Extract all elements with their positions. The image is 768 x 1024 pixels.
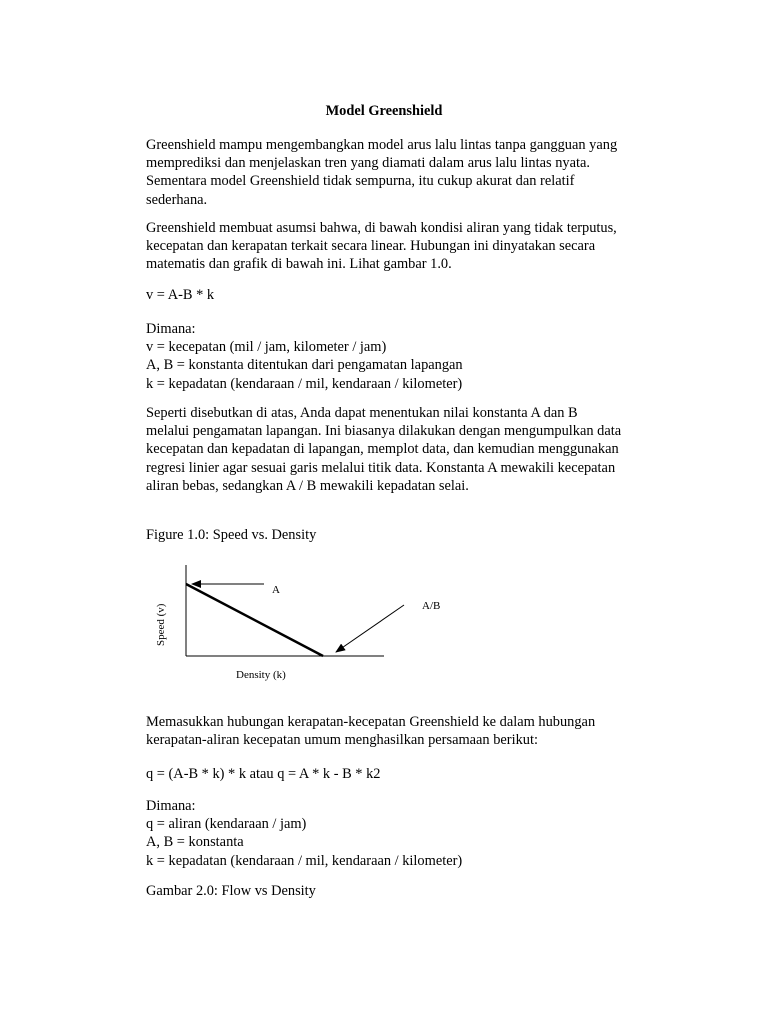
text-line: Dimana: <box>146 798 196 814</box>
text-line: Dimana: <box>146 321 196 337</box>
text-line: Greenshield mampu mengembangkan model arus lalu lintas tanpa gangguan yang <box>146 137 618 153</box>
x-axis-label: Density (k) <box>236 669 286 681</box>
caption-text: Figure 1.0: Speed vs. Density <box>146 527 317 543</box>
annotation-label-a: A <box>272 584 280 596</box>
speed-density-chart <box>146 560 466 690</box>
chart-svg <box>146 560 466 690</box>
y-axis-label: Speed (v) <box>155 603 167 646</box>
page-title: Model Greenshield <box>325 103 443 119</box>
equation-flow <box>146 765 666 783</box>
text-line: melalui pengamatan lapangan. Ini biasanya dilakukan dengan mengumpulkan data <box>146 423 622 440</box>
text-line: A, B = konstanta <box>146 834 244 851</box>
text-line: kecepatan dan kepadatan di lapangan, memplot data, dan kemudian menggunakan <box>146 441 619 458</box>
annotation-arrow-ab <box>336 605 404 652</box>
text-line: matematis dan grafik di bawah ini. Lihat gambar 1.0. <box>146 256 452 273</box>
figure1-caption <box>146 526 666 544</box>
paragraph-intro <box>146 136 666 209</box>
equation-text: q = (A-B * k) * k atau q = A * k - B * k2 <box>146 766 381 782</box>
text-line: Memasukkan hubungan kerapatan-kecepatan Greenshield ke dalam hubungan <box>146 714 596 730</box>
equation-speed <box>146 286 666 304</box>
paragraph-flow <box>146 713 666 749</box>
text-line: aliran bebas, sedangkan A / B mewakili kepadatan selai. <box>146 477 469 494</box>
caption-text: Gambar 2.0: Flow vs Density <box>146 883 316 899</box>
paragraph-constants <box>146 404 666 495</box>
text-line: A, B = konstanta ditentukan dari pengamatan lapangan <box>146 357 463 374</box>
text-line: Sementara model Greenshield tidak sempurna, itu cukup akurat dan relatif <box>146 173 575 190</box>
text-line: memprediksi dan menjelaskan tren yang diamati dalam arus lalu lintas nyata. <box>146 155 590 172</box>
text-line: q = aliran (kendaraan / jam) <box>146 816 307 833</box>
definitions-flow <box>146 797 666 870</box>
annotation-label-ab: A/B <box>422 600 441 612</box>
text-line: k = kepadatan (kendaraan / mil, kendaraan / kilometer) <box>146 852 463 869</box>
text-line: v = kecepatan (mil / jam, kilometer / jam) <box>146 339 387 356</box>
text-line: kecepatan dan kerapatan terkait secara linear. Hubungan ini dinyatakan secara <box>146 238 596 255</box>
text-line: Greenshield membuat asumsi bahwa, di bawah kondisi aliran yang tidak terputus, <box>146 220 617 236</box>
text-line: Seperti disebutkan di atas, Anda dapat menentukan nilai konstanta A dan B <box>146 405 578 421</box>
text-line: regresi linier agar sesuai garis melalui titik data. Konstanta A mewakili kecepatan <box>146 459 616 476</box>
equation-text: v = A-B * k <box>146 287 215 303</box>
paragraph-assumption <box>146 219 666 274</box>
text-line: sederhana. <box>146 191 208 208</box>
definitions-speed <box>146 320 666 393</box>
speed-density-line <box>186 584 323 656</box>
text-line: k = kepadatan (kendaraan / mil, kendaraan / kilometer) <box>146 375 463 392</box>
text-line: kerapatan-aliran kecepatan umum menghasilkan persamaan berikut: <box>146 732 538 749</box>
figure2-caption <box>146 882 666 900</box>
